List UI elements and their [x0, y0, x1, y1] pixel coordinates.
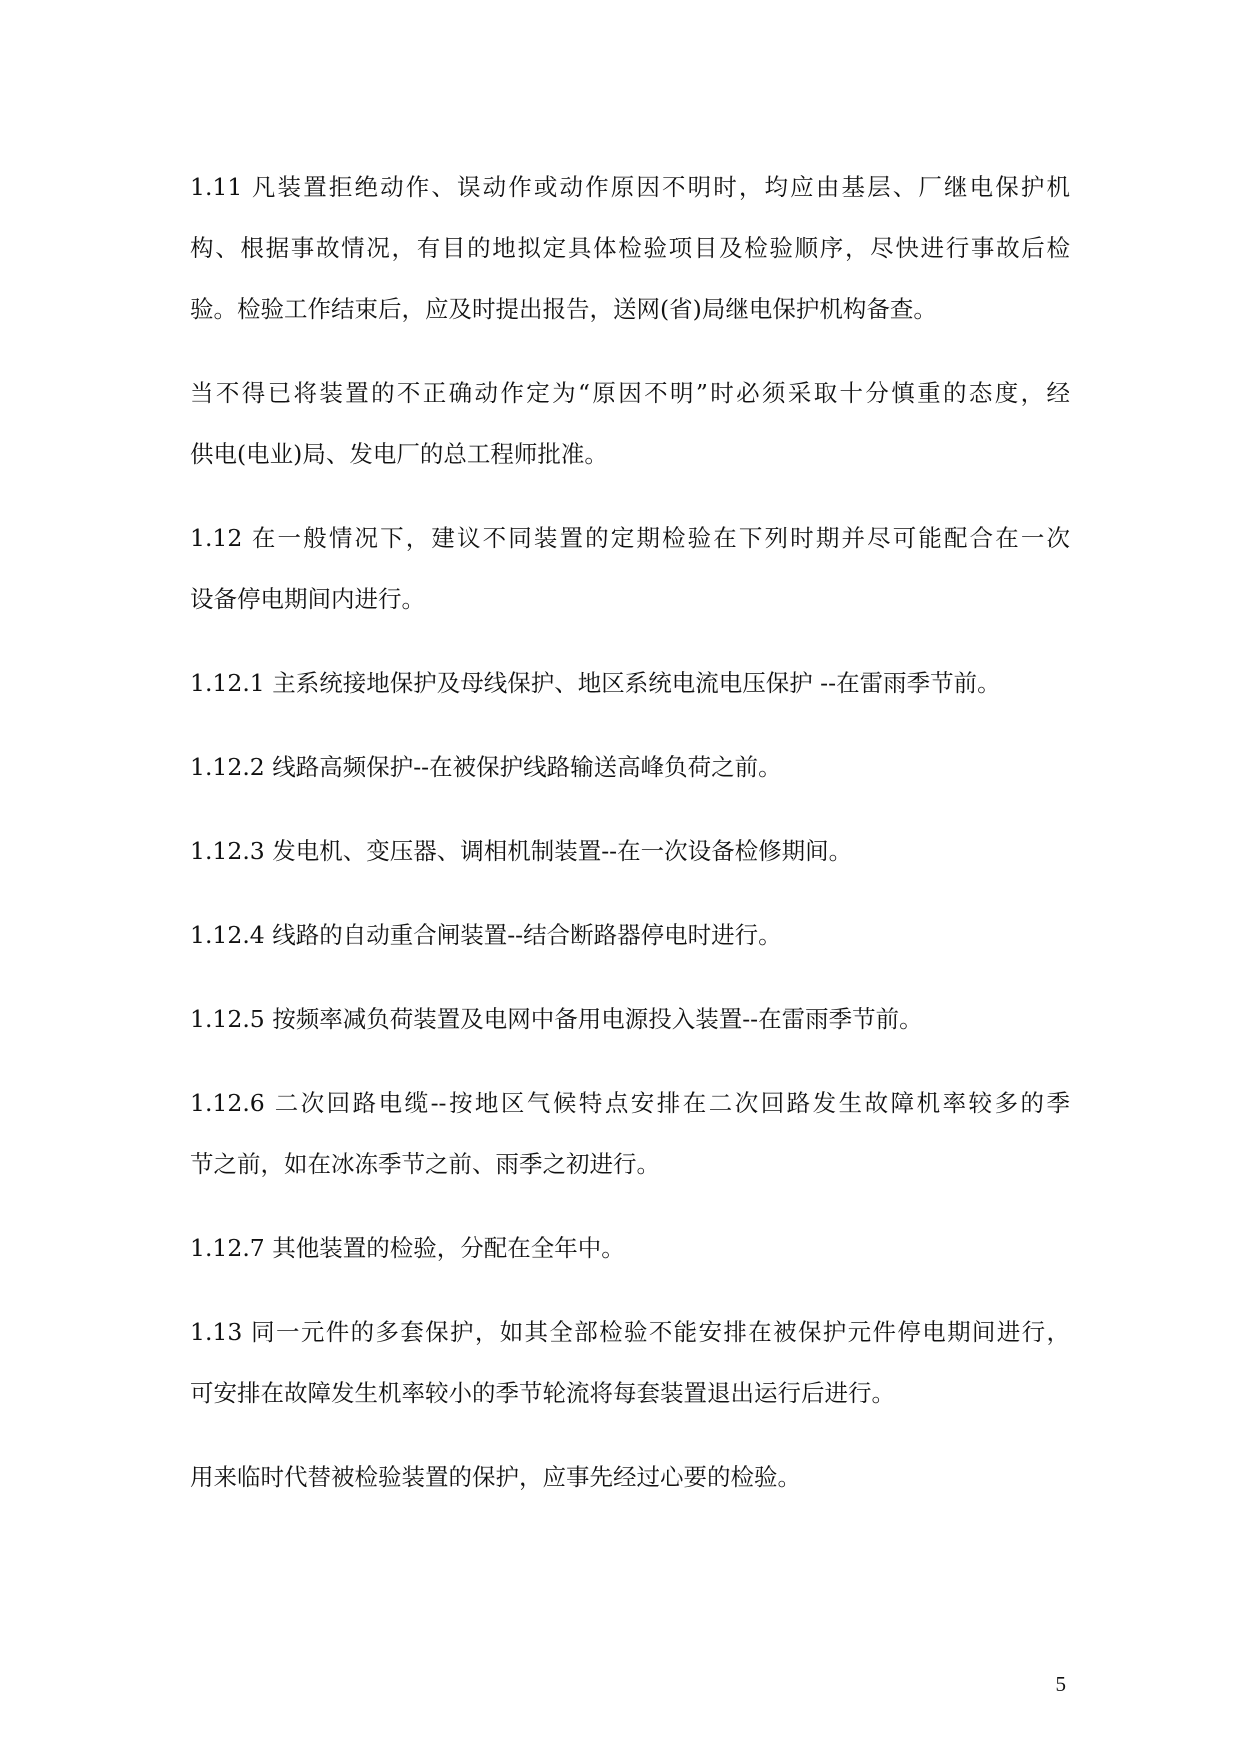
paragraph-1-13-line-2: 可安排在故障发生机率较小的季节轮流将每套装置退出运行后进行。	[190, 1379, 895, 1407]
paragraph-1-12-2: 1.12.2 线路高频保护--在被保护线路输送高峰负荷之前。	[190, 753, 782, 781]
paragraph-1-11-line-1: 1.11 凡装置拒绝动作、误动作或动作原因不明时，均应由基层、厂继电保护机	[190, 173, 1070, 201]
paragraph-1-12-6-line-2: 节之前，如在冰冻季节之前、雨季之初进行。	[190, 1150, 660, 1178]
paragraph-1-13-line-1: 1.13 同一元件的多套保护，如其全部检验不能安排在被保护元件停电期间进行，	[190, 1318, 1070, 1346]
paragraph-1-12-line-2: 设备停电期间内进行。	[190, 585, 425, 613]
paragraph-1-12-1: 1.12.1 主系统接地保护及母线保护、地区系统电流电压保护 --在雷雨季节前。	[190, 669, 1001, 697]
paragraph-1-12-4: 1.12.4 线路的自动重合闸装置--结合断路器停电时进行。	[190, 921, 782, 949]
paragraph-1-12-line-1: 1.12 在一般情况下，建议不同装置的定期检验在下列时期并尽可能配合在一次	[190, 524, 1070, 552]
paragraph-temporary-protection: 用来临时代替被检验装置的保护，应事先经过心要的检验。	[190, 1463, 801, 1491]
paragraph-unknown-cause-line-2: 供电(电业)局、发电厂的总工程师批准。	[190, 440, 608, 468]
paragraph-1-12-3: 1.12.3 发电机、变压器、调相机制装置--在一次设备检修期间。	[190, 837, 853, 865]
paragraph-1-12-6-line-1: 1.12.6 二次回路电缆--按地区气候特点安排在二次回路发生故障机率较多的季	[190, 1089, 1070, 1117]
paragraph-1-11-line-2: 构、根据事故情况，有目的地拟定具体检验项目及检验顺序，尽快进行事故后检	[190, 234, 1070, 262]
paragraph-1-12-7: 1.12.7 其他装置的检验，分配在全年中。	[190, 1234, 625, 1262]
paragraph-1-11-line-3: 验。检验工作结束后，应及时提出报告，送网(省)局继电保护机构备查。	[190, 295, 937, 323]
paragraph-unknown-cause-line-1: 当不得已将装置的不正确动作定为“原因不明”时必须采取十分慎重的态度，经	[190, 379, 1070, 407]
paragraph-1-12-5: 1.12.5 按频率减负荷装置及电网中备用电源投入装置--在雷雨季节前。	[190, 1005, 923, 1033]
page-number: 5	[1055, 1672, 1066, 1696]
